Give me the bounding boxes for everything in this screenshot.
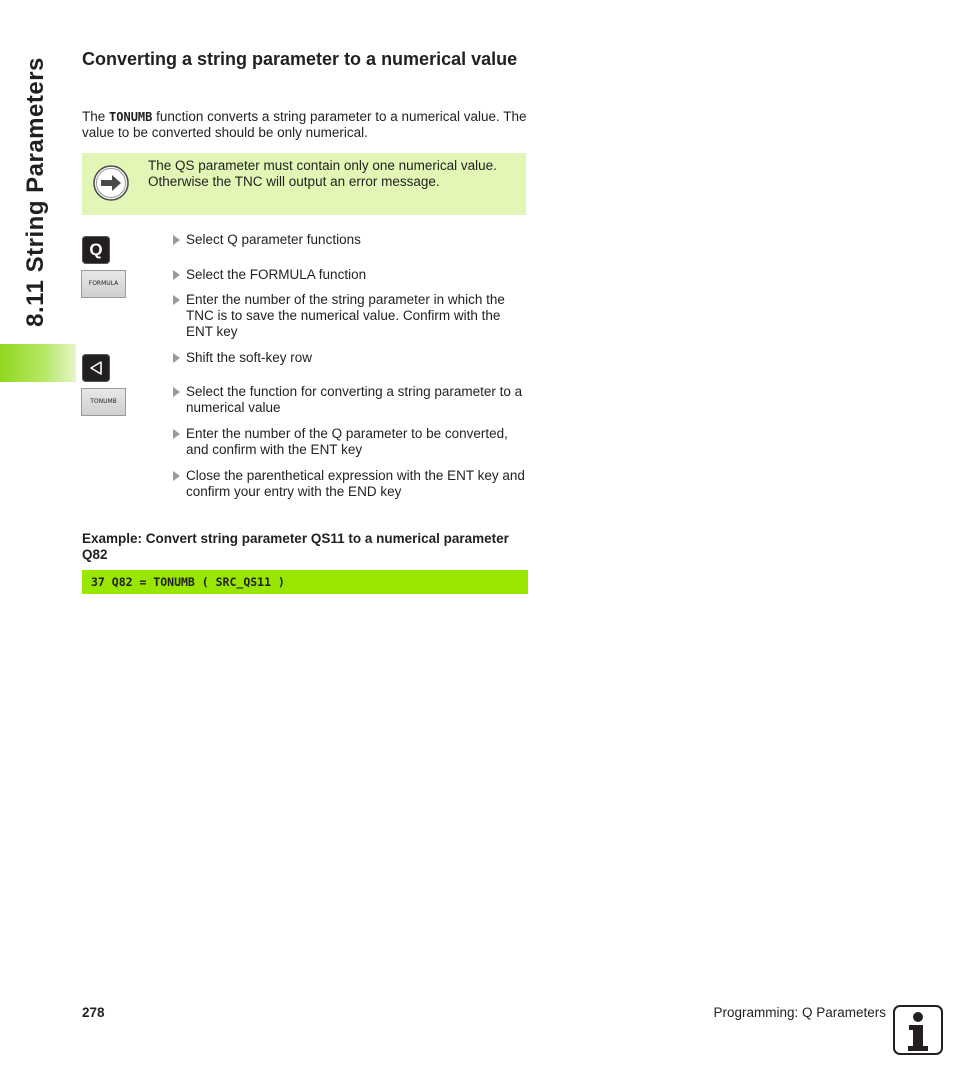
step-item bbox=[173, 232, 529, 248]
step-text: Enter the number of the Q parameter to be converted, and confirm with the ENT key bbox=[186, 426, 508, 457]
chapter-side-title-text: 8.11 String Parameters bbox=[22, 57, 49, 327]
step-item bbox=[173, 468, 529, 500]
step-text: Select the function for converting a string parameter to a numerical value bbox=[186, 384, 523, 415]
step-text: Enter the number of the string parameter in which the TNC is to save the numerical value. Confirm with the ENT key bbox=[186, 292, 505, 339]
arrow-right-icon bbox=[93, 165, 129, 201]
info-icon bbox=[893, 1005, 943, 1055]
bullet-triangle-icon bbox=[173, 235, 180, 245]
bullet-triangle-icon bbox=[173, 295, 180, 305]
step-item bbox=[173, 426, 529, 458]
note-text: The QS parameter must contain only one numerical value. Otherwise the TNC will output an error message. bbox=[148, 158, 497, 189]
q-key: Q bbox=[82, 236, 110, 264]
step-text: Close the parenthetical expression with the ENT key and confirm your entry with the END key bbox=[186, 468, 525, 499]
bullet-triangle-icon bbox=[173, 270, 180, 280]
step-text: Select Q parameter functions bbox=[186, 232, 361, 247]
footer-chapter-title: Programming: Q Parameters bbox=[713, 1005, 886, 1020]
shift-softkey-row-key bbox=[82, 354, 110, 382]
intro-paragraph bbox=[82, 109, 532, 141]
page-number: 278 bbox=[82, 1005, 105, 1020]
bullet-triangle-icon bbox=[173, 429, 180, 439]
bullet-triangle-icon bbox=[173, 387, 180, 397]
section-title: Converting a string parameter to a numerical value bbox=[82, 49, 518, 69]
step-text: Shift the soft-key row bbox=[186, 350, 313, 365]
triangle-left-icon bbox=[82, 354, 110, 382]
tonumb-softkey: TONUMB bbox=[81, 388, 126, 416]
intro-suffix: function converts a string parameter to a numerical value. The value to be converted should be only numerical. bbox=[82, 109, 527, 140]
intro-prefix: The bbox=[82, 109, 110, 124]
bullet-triangle-icon bbox=[173, 471, 180, 481]
note-box bbox=[82, 153, 526, 215]
formula-softkey: FORMULA bbox=[81, 270, 126, 298]
step-text: Select the FORMULA function bbox=[186, 267, 367, 282]
step-item bbox=[173, 267, 529, 283]
chapter-tab-marker bbox=[0, 344, 76, 382]
intro-code: TONUMB bbox=[109, 110, 153, 124]
example-heading: Example: Convert string parameter QS11 to a numerical parameter Q82 bbox=[82, 531, 509, 562]
step-item bbox=[173, 384, 529, 416]
step-item bbox=[173, 350, 529, 366]
step-item bbox=[173, 292, 529, 340]
example-code-block: 37 Q82 = TONUMB ( SRC_QS11 ) bbox=[82, 570, 528, 594]
chapter-side-title bbox=[14, 52, 58, 332]
bullet-triangle-icon bbox=[173, 353, 180, 363]
